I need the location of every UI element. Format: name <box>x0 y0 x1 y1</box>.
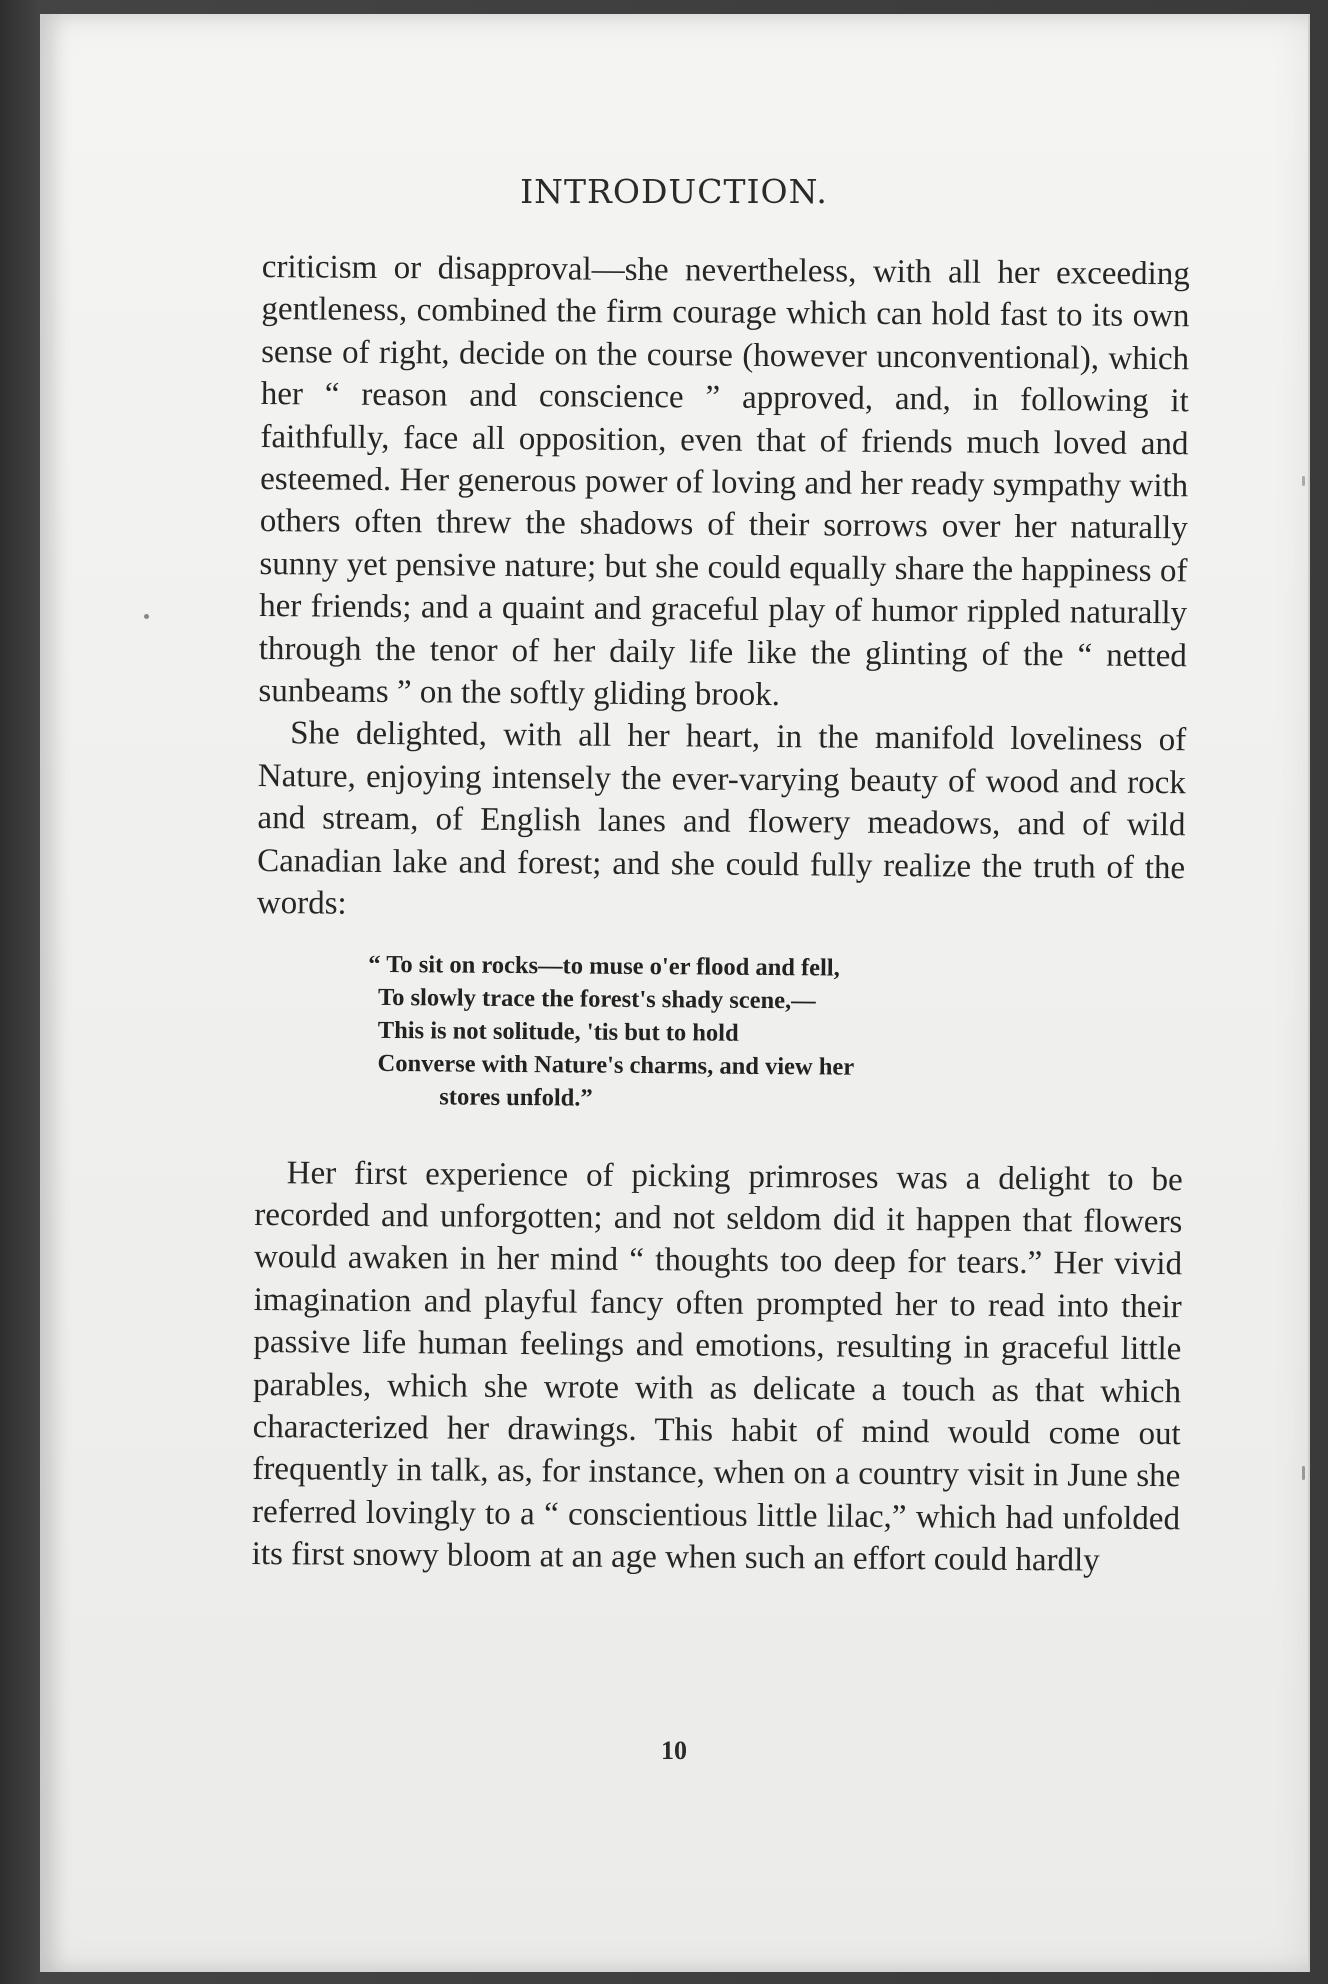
verse-line: To slowly trace the forest's shady scene,— <box>377 983 816 1014</box>
verse-line: Converse with Nature's charms, and view her <box>377 1049 855 1081</box>
paragraph-2: She delighted, with all her heart, in the manifold loveliness of Nature, enjoying intensely the ever-varying beauty of wood and rock and stream, of English lanes and flowery meadows, and of wild Canadian lake and forest; and she could fully realize the truth of the words: <box>256 715 1187 922</box>
running-head: INTRODUCTION. <box>520 172 828 211</box>
verse-line: This is not solitude, 'tis but to hold <box>377 1016 739 1047</box>
paragraph-1: criticism or disapproval—she nevertheless, with all her exceeding gentleness, combined the firm courage which can hold fast to its own sense of right, decide on the course (however unconventional), which her “ reason and conscience ” approved, and, in following it faithfully, face all opposition, even that of friends much loved and esteemed. Her generous power of loving and her ready sympathy with others often threw the shadows of their sorrows over her naturally sunny yet pensive nature; but she could equally share the happiness of her friends; and a quaint and graceful play of humor rippled naturally through the tenor of her daily life like the glinting of the “ netted sunbeams ” on the softly gliding brook. <box>258 248 1190 714</box>
page-number: 10 <box>661 1736 687 1765</box>
paper-speck <box>1302 476 1305 486</box>
verse-line: stores unfold.” <box>439 1082 593 1112</box>
paper-speck <box>1302 1466 1305 1480</box>
verse-line: “ To sit on rocks—to muse o'er flood and fell, <box>368 950 840 982</box>
body-text <box>252 246 1190 1583</box>
paper-speck <box>144 614 149 619</box>
verse-quotation <box>255 946 1184 1118</box>
book-page <box>40 14 1310 1972</box>
paragraph-3: Her first experience of picking primroses was a delight to be recorded and unforgotten; and not seldom did it happen that flowers would awaken in her mind “ thoughts too deep for tears.” Her vivid imagination and playful fancy often prompted her to read into their passive life human feelings and emotions, resulting in graceful little parables, which she wrote with as delicate a touch as that which characterized her drawings. This habit of mind would come out frequently in talk, as, for instance, when on a country visit in June she referred lovingly to a “ conscientious little lilac,” which had unfolded its first snowy bloom at an age when such an effort could hardly <box>251 1154 1183 1579</box>
